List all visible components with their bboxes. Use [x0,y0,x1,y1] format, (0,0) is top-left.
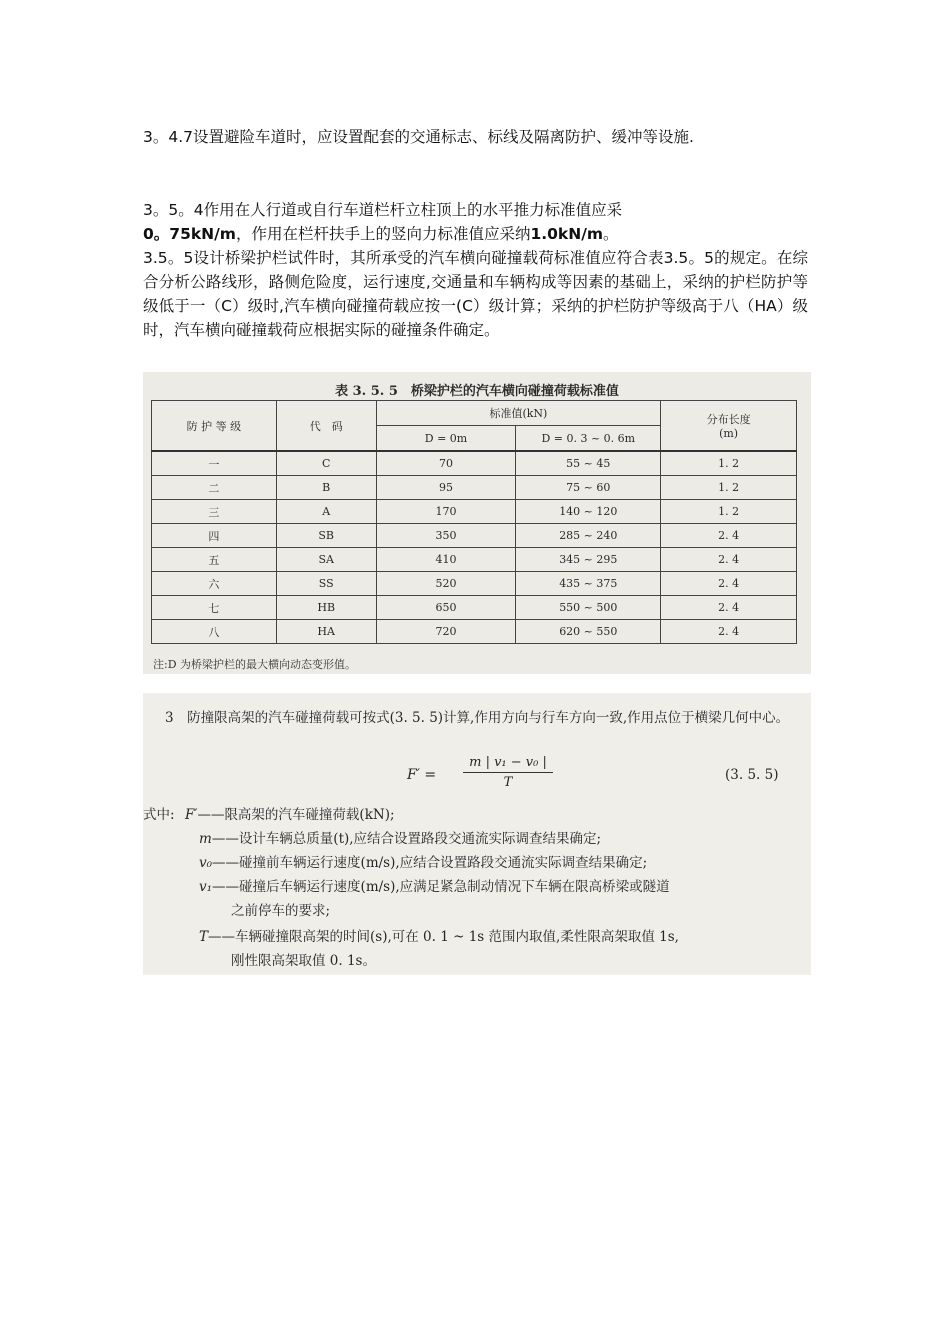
paragraph-3-4-7: 3。4.7设置避险车道时，应设置配套的交通标志、标线及隔离防护、缓冲等设施. [143,128,694,146]
cell-dist: 2. 4 [661,548,797,572]
header-dist [661,401,797,452]
header-level: 防 护 等 级 [152,401,277,452]
cell-d0: 410 [376,548,516,572]
cell-dist: 2. 4 [661,596,797,620]
formula-3-5-5 [143,755,811,805]
def-text: 之前停车的要求; [231,903,331,919]
header-std: 标准值(kN) [376,401,661,426]
definition-item [231,899,330,923]
where-label: 式中: [143,807,175,823]
paragraph-3-5-4-end: 。 [603,225,619,243]
def-text: ——设计车辆总质量(t),应结合设置路段交通流实际调查结果确定; [211,831,602,847]
header-d0: D = 0m [376,426,516,452]
cell-d03: 550 ~ 500 [516,596,661,620]
header-d03: D = 0. 3 ~ 0. 6m [516,426,661,452]
header-dist-unit: (m) [719,427,739,440]
cell-d03: 55 ~ 45 [516,451,661,476]
cell-dist: 1. 2 [661,500,797,524]
cell-code: HA [276,620,376,644]
paragraph-3-5-4-line1: 3。5。4作用在人行道或自行车道栏杆立柱顶上的水平推力标准值应采 [143,201,623,219]
cell-code: SA [276,548,376,572]
table-row [152,572,797,596]
cell-level: 五 [152,548,277,572]
header-code: 代 码 [276,401,376,452]
table-row [152,524,797,548]
formula-fraction [463,755,553,790]
cell-level: 一 [152,451,277,476]
def-symbol: m [199,831,212,847]
cell-code: SB [276,524,376,548]
cell-d0: 520 [376,572,516,596]
cell-level: 三 [152,500,277,524]
def-symbol: F′ [185,807,198,823]
cell-code: C [276,451,376,476]
formula-numerator: m | v₁ − v₀ | [463,755,553,773]
cell-d0: 70 [376,451,516,476]
table-row [152,620,797,644]
cell-d03: 75 ~ 60 [516,476,661,500]
cell-level: 二 [152,476,277,500]
cell-code: A [276,500,376,524]
cell-code: HB [276,596,376,620]
definition-item [199,827,601,851]
cell-level: 六 [152,572,277,596]
definition-item [199,925,679,949]
header-dist-label: 分布长度 [706,413,751,426]
cell-dist: 1. 2 [661,476,797,500]
cell-d0: 350 [376,524,516,548]
cell-code: SS [276,572,376,596]
cell-dist: 1. 2 [661,451,797,476]
def-text: ——限高架的汽车碰撞荷载(kN); [197,807,395,823]
equation-number: (3. 5. 5) [725,767,779,783]
table-row [152,500,797,524]
table-row [152,476,797,500]
definition-item [231,949,376,973]
value-0-75: 0。75kN/m [143,225,236,243]
definition-item [199,875,670,899]
cell-dist: 2. 4 [661,572,797,596]
cell-d03: 345 ~ 295 [516,548,661,572]
cell-level: 八 [152,620,277,644]
cell-d0: 95 [376,476,516,500]
cell-d03: 435 ~ 375 [516,572,661,596]
paragraph-3-5-4-mid: ，作用在栏杆扶手上的竖向力标准值应采纳 [235,225,531,243]
definition-item [185,803,395,827]
table-caption: 表 3. 5. 5 桥梁护栏的汽车横向碰撞荷载标准值 [335,384,619,399]
formula-denominator: T [503,775,513,790]
cell-dist: 2. 4 [661,524,797,548]
formula-lhs: F′ = [407,767,437,783]
cell-d0: 650 [376,596,516,620]
cell-level: 七 [152,596,277,620]
scanned-formula-image [143,693,811,975]
cell-d03: 140 ~ 120 [516,500,661,524]
table-row [152,596,797,620]
cell-dist: 2. 4 [661,620,797,644]
table-note: 注:D 为桥梁护栏的最大横向动态变形值。 [153,658,357,671]
cell-level: 四 [152,524,277,548]
table-row [152,548,797,572]
def-symbol: v₀ [199,855,213,871]
formula-intro: 3 防撞限高架的汽车碰撞荷载可按式(3. 5. 5)计算,作用方向与行车方向一致,作用点位于横梁几何中心。 [165,710,790,726]
def-symbol: v₁ [199,879,213,895]
value-1-0: 1.0kN/m [530,225,604,243]
paragraph-3-5-5: 3.5。5设计桥梁护栏试件时，其所承受的汽车横向碰撞载荷标准值应符合表3.5。5的规定。在综合分析公路线形，路侧危险度，运行速度,交通量和车辆构成等因素的基础上，采纳的护栏防护等级低于一（C）级时,汽车横向碰撞荷载应按一(C）级计算；采纳的护栏防护等级高于八（HA）级时，汽车横向碰撞载荷应根据实际的碰撞条件确定。 [143,249,808,339]
load-standard-table [151,400,797,644]
def-symbol: T [199,929,209,945]
paragraph-3-5-4 [143,198,808,246]
def-text: ——碰撞后车辆运行速度(m/s),应满足紧急制动情况下车辆在限高桥梁或隧道 [212,879,670,895]
cell-code: B [276,476,376,500]
definition-item [199,851,647,875]
def-text: 刚性限高架取值 0. 1s。 [231,953,376,969]
table-row [152,451,797,476]
cell-d03: 620 ~ 550 [516,620,661,644]
cell-d0: 170 [376,500,516,524]
scanned-table-image [143,372,811,674]
def-text: ——碰撞前车辆运行速度(m/s),应结合设置路段交通流实际调查结果确定; [212,855,648,871]
cell-d03: 285 ~ 240 [516,524,661,548]
cell-d0: 720 [376,620,516,644]
def-text: ——车辆碰撞限高架的时间(s),可在 0. 1 ~ 1s 范围内取值,柔性限高架取值 1s, [208,929,679,945]
